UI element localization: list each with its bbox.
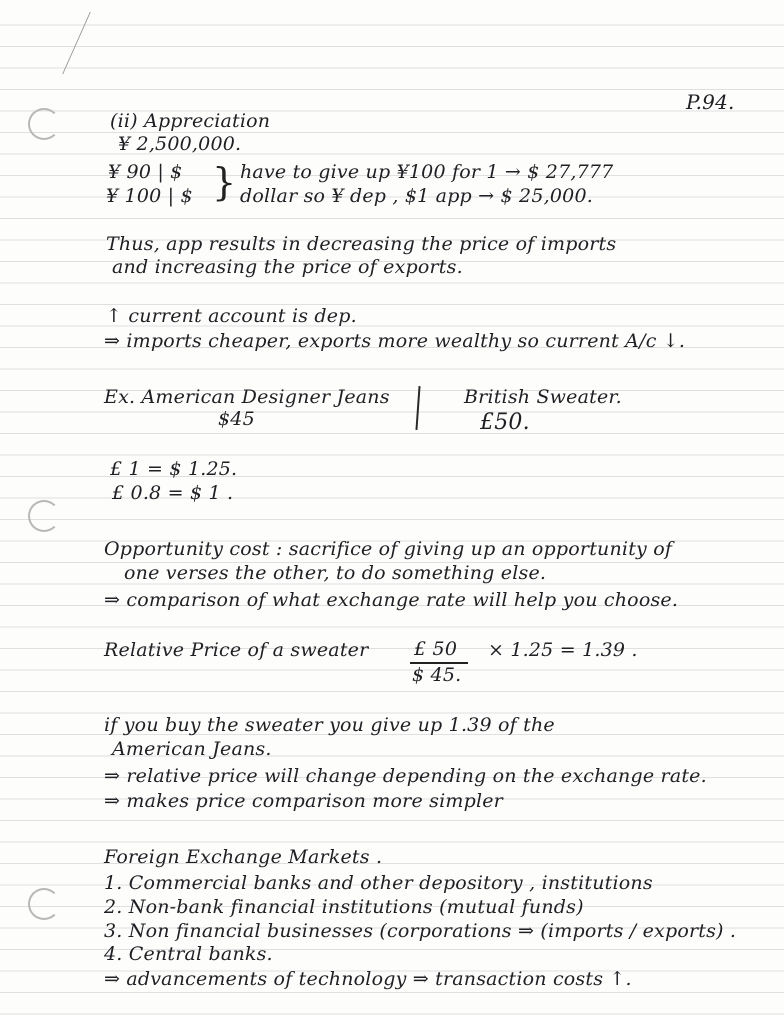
note-line: ⇒ comparison of what exchange rate will help you choose. (104, 589, 679, 611)
binder-hole-bottom (28, 888, 60, 920)
note-line: ⇒ relative price will change depending on the exchange rate. (104, 765, 707, 787)
note-line: ↑ current account is dep. (106, 305, 357, 327)
note-line: £ 0.8 = $ 1 . (112, 482, 234, 504)
divider-mark (415, 386, 420, 430)
note-line: (ii) Appreciation (110, 110, 271, 132)
note-line: American Jeans. (112, 738, 272, 760)
binder-hole-middle (28, 500, 60, 532)
note-line: × 1.25 = 1.39 . (488, 639, 638, 661)
note-line: ¥ 90 | $ (108, 161, 183, 183)
note-line: Relative Price of a sweater (104, 639, 369, 661)
note-line: ⇒ makes price comparison more simpler (104, 790, 503, 812)
note-line: £ 1 = $ 1.25. (110, 458, 238, 480)
note-line: 3. Non financial businesses (corporations ⇒ (imports / exports) . (104, 920, 737, 942)
note-line: 2. Non-bank financial institutions (mutual funds) (104, 896, 584, 918)
note-line: 4. Central banks. (104, 943, 273, 965)
brace-symbol: } (212, 160, 237, 204)
note-line: Thus, app results in decreasing the price of imports (106, 233, 617, 255)
note-line: $45 (218, 408, 255, 430)
note-line: £ 50 (414, 638, 458, 660)
note-line: Ex. American Designer Jeans (104, 386, 390, 408)
page-number: P.94. (686, 90, 735, 114)
note-line: Opportunity cost : sacrifice of giving up an opportunity of (104, 538, 673, 560)
note-line: dollar so ¥ dep , $1 app → $ 25,000. (240, 185, 593, 207)
note-line: ¥ 100 | $ (106, 185, 193, 207)
note-line: ⇒ advancements of technology ⇒ transaction costs ↑. (104, 968, 632, 990)
note-line: 1. Commercial banks and other depository , institutions (104, 872, 653, 894)
note-line: $ 45. (412, 664, 462, 686)
note-line: ⇒ imports cheaper, exports more wealthy so current A/c ↓. (104, 330, 686, 352)
note-line: and increasing the price of exports. (112, 256, 463, 278)
note-line: one verses the other, to do something else. (124, 562, 547, 584)
note-line: have to give up ¥100 for 1 → $ 27,777 (240, 161, 614, 183)
note-line: £50. (480, 410, 530, 435)
pen-stroke-mark (62, 12, 123, 74)
binder-hole-top (28, 108, 60, 140)
note-line: Foreign Exchange Markets . (104, 846, 383, 868)
note-line: British Sweater. (464, 386, 622, 408)
note-line: ¥ 2,500,000. (118, 133, 242, 155)
note-line: if you buy the sweater you give up 1.39 of the (104, 714, 555, 736)
